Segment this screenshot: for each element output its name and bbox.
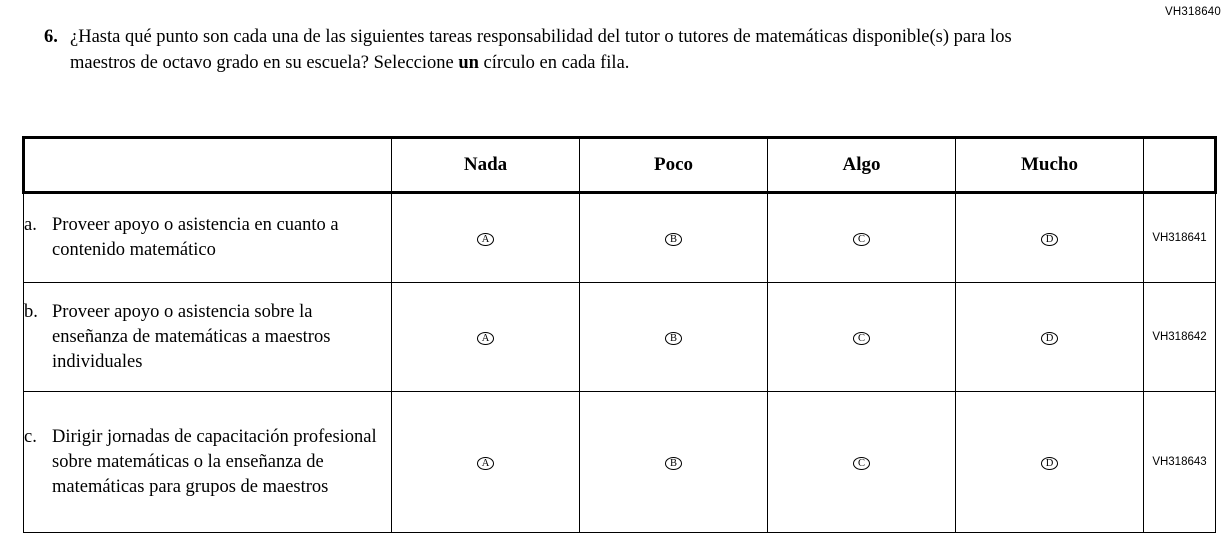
bubble-c-algo[interactable]: C bbox=[853, 457, 870, 470]
bubble-a-poco[interactable]: B bbox=[665, 233, 682, 246]
question-text-part2: círculo en cada fila. bbox=[478, 53, 630, 73]
row-stem-b bbox=[24, 283, 392, 392]
grid-header-row bbox=[24, 138, 1216, 193]
row-id-c: VH318643 bbox=[1144, 392, 1216, 533]
radio-c-poco[interactable] bbox=[580, 392, 768, 533]
radio-a-mucho[interactable] bbox=[956, 193, 1144, 283]
radio-a-poco[interactable] bbox=[580, 193, 768, 283]
radio-a-nada[interactable] bbox=[392, 193, 580, 283]
row-label-a: Proveer apoyo o asistencia en cuanto a contenido matemático bbox=[52, 215, 339, 260]
row-stem-c bbox=[24, 392, 392, 533]
question-text-part1: ¿Hasta qué punto son cada una de las siguientes tareas responsabilidad del tutor o tutores de matemáticas disponible(s) para los maestros de octavo grado en su escuela? Seleccione bbox=[70, 27, 1012, 73]
radio-b-algo[interactable] bbox=[768, 283, 956, 392]
radio-b-mucho[interactable] bbox=[956, 283, 1144, 392]
header-poco: Poco bbox=[580, 138, 768, 193]
response-grid bbox=[22, 136, 1217, 533]
bubble-a-mucho[interactable]: D bbox=[1041, 233, 1058, 246]
radio-a-algo[interactable] bbox=[768, 193, 956, 283]
row-letter-b: b. bbox=[24, 301, 38, 322]
question-stem bbox=[44, 24, 1044, 76]
bubble-c-poco[interactable]: B bbox=[665, 457, 682, 470]
bubble-c-mucho[interactable]: D bbox=[1041, 457, 1058, 470]
bubble-b-mucho[interactable]: D bbox=[1041, 332, 1058, 345]
row-label-b: Proveer apoyo o asistencia sobre la enseñanza de matemáticas a maestros individuales bbox=[52, 301, 331, 372]
header-mucho: Mucho bbox=[956, 138, 1144, 193]
table-row bbox=[24, 283, 1216, 392]
row-label-c: Dirigir jornadas de capacitación profesional sobre matemáticas o la enseñanza de matemáticas para grupos de maestros bbox=[52, 426, 377, 497]
header-blank-right bbox=[1144, 138, 1216, 193]
radio-c-mucho[interactable] bbox=[956, 392, 1144, 533]
bubble-b-poco[interactable]: B bbox=[665, 332, 682, 345]
table-row bbox=[24, 193, 1216, 283]
question-text bbox=[70, 24, 1030, 76]
table-row bbox=[24, 392, 1216, 533]
row-id-a: VH318641 bbox=[1144, 193, 1216, 283]
row-stem-a bbox=[24, 193, 392, 283]
header-blank-left bbox=[24, 138, 392, 193]
bubble-b-nada[interactable]: A bbox=[477, 332, 494, 345]
item-id-label: VH318640 bbox=[1165, 6, 1221, 18]
radio-c-algo[interactable] bbox=[768, 392, 956, 533]
bubble-b-algo[interactable]: C bbox=[853, 332, 870, 345]
bubble-a-algo[interactable]: C bbox=[853, 233, 870, 246]
question-text-emphasis: un bbox=[458, 53, 479, 73]
bubble-a-nada[interactable]: A bbox=[477, 233, 494, 246]
header-algo: Algo bbox=[768, 138, 956, 193]
bubble-c-nada[interactable]: A bbox=[477, 457, 494, 470]
row-letter-a: a. bbox=[24, 215, 37, 235]
radio-b-poco[interactable] bbox=[580, 283, 768, 392]
header-nada: Nada bbox=[392, 138, 580, 193]
radio-b-nada[interactable] bbox=[392, 283, 580, 392]
row-letter-c: c. bbox=[24, 426, 37, 447]
row-id-b: VH318642 bbox=[1144, 283, 1216, 392]
question-number: 6. bbox=[44, 27, 58, 47]
radio-c-nada[interactable] bbox=[392, 392, 580, 533]
